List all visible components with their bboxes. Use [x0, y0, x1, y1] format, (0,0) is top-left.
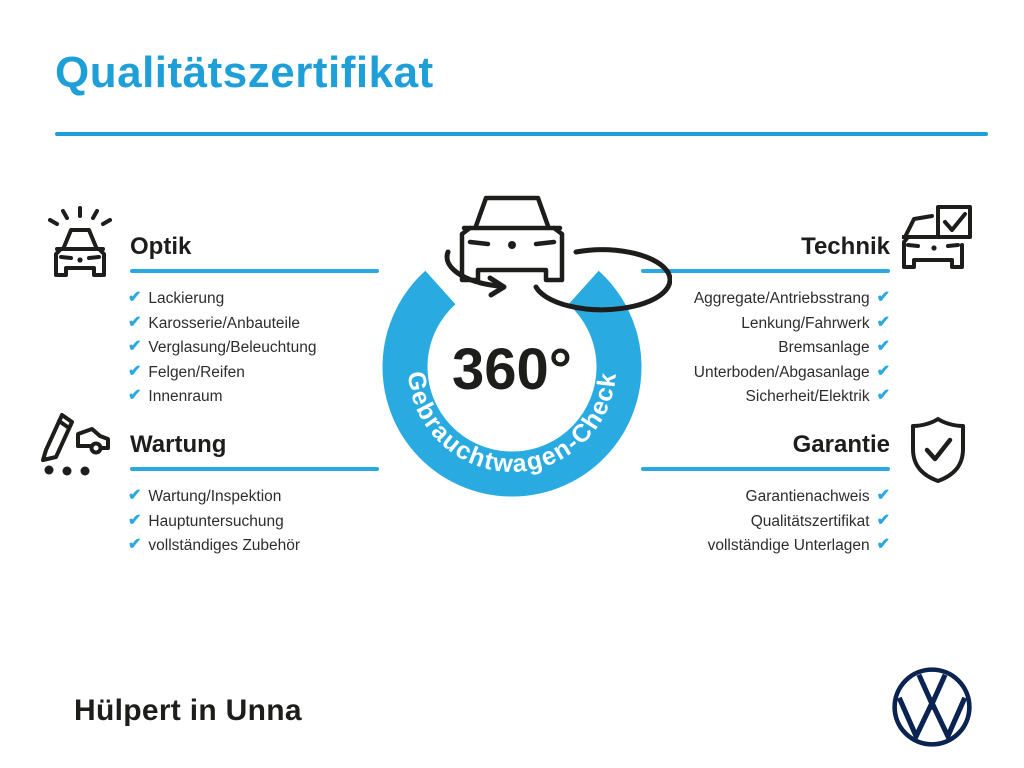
check-icon: ✔	[876, 313, 890, 331]
check-icon: ✔	[876, 487, 890, 505]
section-garantie-header	[641, 431, 890, 471]
check-item	[600, 510, 890, 535]
check-icon: ✔	[876, 362, 890, 380]
title-divider	[55, 132, 988, 136]
check-icon: ✔	[128, 536, 142, 554]
check-icon: ✔	[128, 289, 142, 307]
check-item-label: Innenraum	[148, 388, 223, 406]
car-checkbox-icon	[902, 205, 974, 279]
check-item-label: Aggregate/Antriebsstrang	[693, 290, 870, 308]
check-item-label: Hauptuntersuchung	[148, 512, 284, 530]
check-item-label: vollständige Unterlagen	[707, 537, 870, 555]
check-icon: ✔	[128, 313, 142, 331]
section-wartung-title: Wartung	[130, 431, 227, 458]
section-technik-header	[641, 233, 890, 273]
360-degree-badge	[352, 182, 672, 512]
check-icon: ✔	[876, 536, 890, 554]
check-icon: ✔	[876, 387, 890, 405]
section-underline	[130, 269, 379, 273]
check-item-label: Sicherheit/Elektrik	[745, 388, 870, 406]
page-title: Qualitätszertifikat	[55, 48, 434, 97]
shield-check-icon	[906, 415, 970, 485]
check-item-label: Lackierung	[148, 290, 225, 308]
dealer-name: Hülpert in Unna	[74, 694, 302, 727]
check-icon: ✔	[876, 511, 890, 529]
check-icon: ✔	[876, 289, 890, 307]
check-icon: ✔	[876, 338, 890, 356]
check-item-label: Lenkung/Fahrwerk	[741, 314, 870, 332]
check-item	[600, 534, 890, 559]
check-icon: ✔	[128, 338, 142, 356]
check-item-label: Unterboden/Abgasanlage	[693, 363, 870, 381]
shining-car-icon	[44, 205, 116, 285]
check-item-label: Verglasung/Beleuchtung	[148, 339, 317, 357]
section-optik-title: Optik	[130, 233, 192, 260]
check-item-label: Wartung/Inspektion	[148, 488, 282, 506]
section-underline	[641, 269, 890, 273]
check-icon: ✔	[128, 511, 142, 529]
section-optik-header	[130, 233, 379, 273]
section-underline	[130, 467, 379, 471]
check-item	[128, 534, 408, 559]
check-icon: ✔	[128, 387, 142, 405]
rotating-car-icon	[447, 198, 670, 310]
section-garantie-title: Garantie	[792, 431, 890, 458]
section-underline	[641, 467, 890, 471]
section-technik-title: Technik	[801, 233, 890, 260]
check-item-label: Felgen/Reifen	[148, 363, 245, 381]
check-icon: ✔	[128, 487, 142, 505]
check-icon: ✔	[128, 362, 142, 380]
check-item	[128, 510, 408, 535]
service-checklist-icon	[36, 402, 116, 484]
section-wartung-header	[130, 431, 379, 471]
badge-degrees-label: 360°	[452, 337, 572, 402]
check-item-label: Qualitätszertifikat	[750, 512, 870, 530]
check-item-label: vollständiges Zubehör	[148, 537, 301, 555]
volkswagen-logo	[889, 664, 975, 750]
check-item-label: Garantienachweis	[745, 488, 870, 506]
check-item-label: Karosserie/Anbauteile	[148, 314, 301, 332]
badge-ring-text: Gebrauchtwagen-Check	[401, 369, 623, 479]
check-item-label: Bremsanlage	[778, 339, 870, 357]
